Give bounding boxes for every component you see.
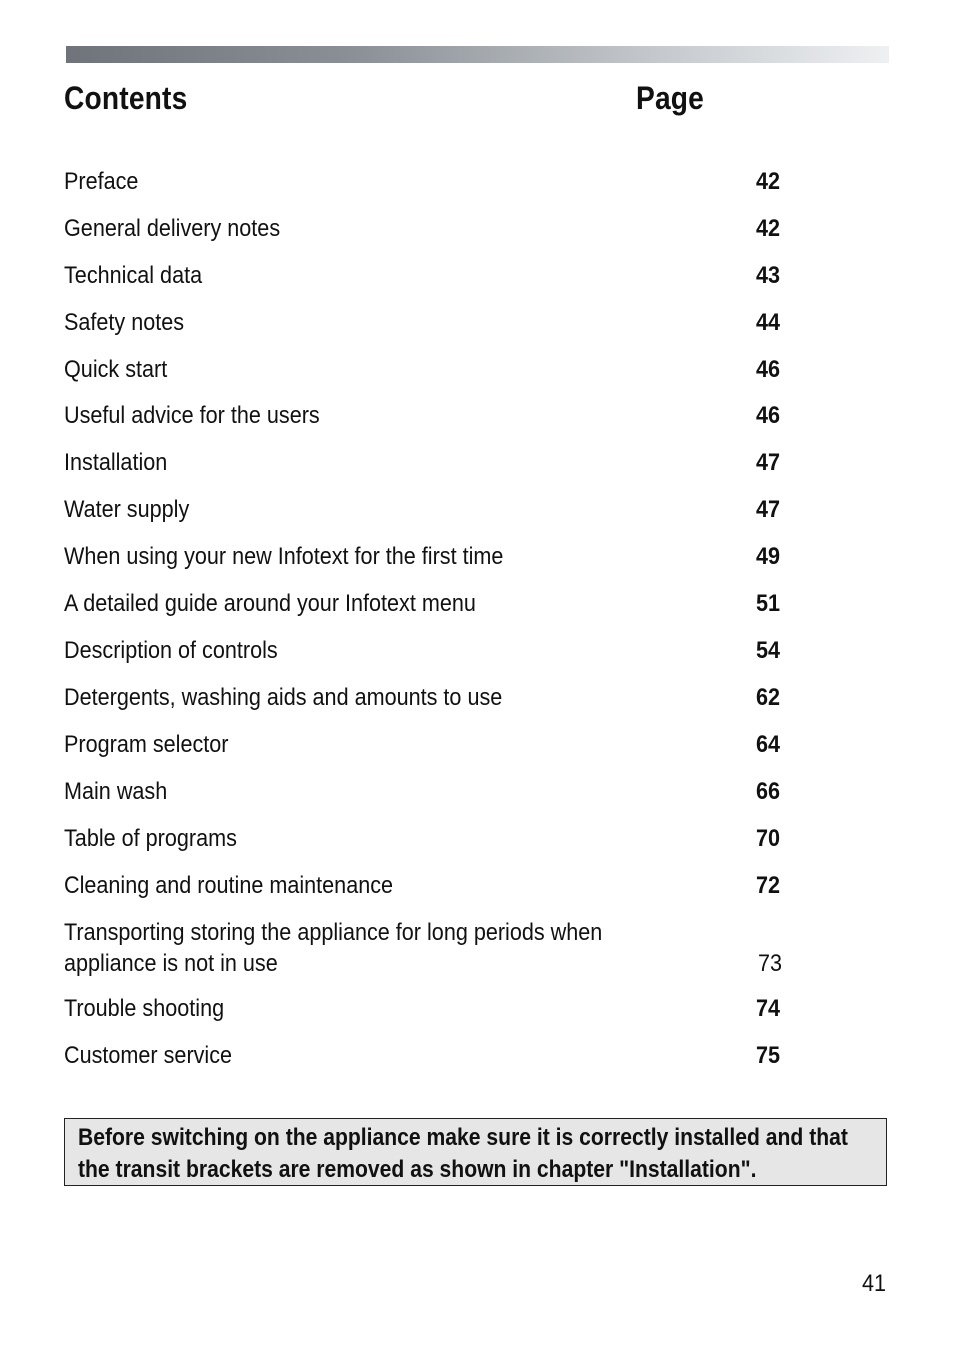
toc-entry-title: Installation <box>64 449 168 476</box>
toc-entry-page: 73 <box>758 950 783 977</box>
toc-entry[interactable] <box>64 588 804 619</box>
toc-entry-title: Preface <box>64 168 139 195</box>
toc-entry-page: 49 <box>756 543 781 570</box>
toc-entry[interactable] <box>64 447 804 478</box>
toc-entry-title: Customer service <box>64 1042 233 1069</box>
header-gradient-bar <box>66 46 889 63</box>
toc-entry-title: Detergents, washing aids and amounts to use <box>64 684 503 711</box>
toc-entry-title: General delivery notes <box>64 215 281 242</box>
toc-entry-page: 42 <box>756 168 781 195</box>
toc-entry-title: Cleaning and routine maintenance <box>64 872 394 899</box>
toc-entry-page: 54 <box>756 637 781 664</box>
toc-entry[interactable] <box>64 776 804 807</box>
toc-entry[interactable] <box>64 213 804 244</box>
toc-entry[interactable] <box>64 166 804 197</box>
toc-entry[interactable] <box>64 494 804 525</box>
toc-entry[interactable] <box>64 400 804 431</box>
toc-entry[interactable] <box>64 993 804 1024</box>
toc-entry-page: 72 <box>756 872 781 899</box>
toc-entry-title: Safety notes <box>64 309 185 336</box>
toc-entry-title: Quick start <box>64 356 168 383</box>
toc-entry-title: Program selector <box>64 731 229 758</box>
installation-notice-box <box>64 1118 887 1186</box>
toc-entry-title: Technical data <box>64 262 203 289</box>
page-number: 41 <box>862 1270 887 1297</box>
toc-entry[interactable] <box>64 870 804 901</box>
toc-entry[interactable] <box>64 823 804 854</box>
toc-entry-page: 44 <box>756 309 781 336</box>
toc-entry-page: 46 <box>756 356 781 383</box>
toc-entry-title: Main wash <box>64 778 168 805</box>
toc-entry[interactable] <box>64 354 804 385</box>
toc-entry-page: 66 <box>756 778 781 805</box>
toc-entry-title: A detailed guide around your Infotext menu <box>64 590 476 617</box>
toc-entry-page: 64 <box>756 731 781 758</box>
toc-entry-page: 43 <box>756 262 781 289</box>
toc-entry-title: Table of programs <box>64 825 237 852</box>
toc-entry[interactable] <box>64 729 804 760</box>
toc-entry-page: 47 <box>756 449 781 476</box>
notice-text: Before switching on the appliance make sure it is correctly installed and that the transit brackets are removed as shown in chapter "Installation". <box>78 1124 848 1183</box>
toc-entry-title: Useful advice for the users <box>64 402 320 429</box>
toc-entry[interactable] <box>64 307 804 338</box>
toc-entry-page: 70 <box>756 825 781 852</box>
toc-entry-page: 42 <box>756 215 781 242</box>
toc-entry-title: When using your new Infotext for the first time <box>64 543 504 570</box>
toc-entry-page: 51 <box>756 590 781 617</box>
toc-entry-title: Transporting storing the appliance for long periods when appliance is not in use <box>64 919 603 977</box>
toc-entry-page: 74 <box>756 995 781 1022</box>
toc-entry-page: 47 <box>756 496 781 523</box>
toc-entry[interactable] <box>64 1040 804 1071</box>
contents-heading: Contents <box>64 80 188 116</box>
toc-entry-page: 46 <box>756 402 781 429</box>
toc-entry-title: Description of controls <box>64 637 278 664</box>
toc-entry[interactable] <box>64 260 804 291</box>
page-column-heading: Page <box>636 80 705 116</box>
toc-entry-title: Trouble shooting <box>64 995 225 1022</box>
toc-entry-page: 75 <box>756 1042 781 1069</box>
toc-entry[interactable] <box>64 541 804 572</box>
toc-entry-page: 62 <box>756 684 781 711</box>
toc-entry[interactable] <box>64 917 804 979</box>
toc-entry[interactable] <box>64 635 804 666</box>
toc-entry-title: Water supply <box>64 496 190 523</box>
toc-entry[interactable] <box>64 682 804 713</box>
